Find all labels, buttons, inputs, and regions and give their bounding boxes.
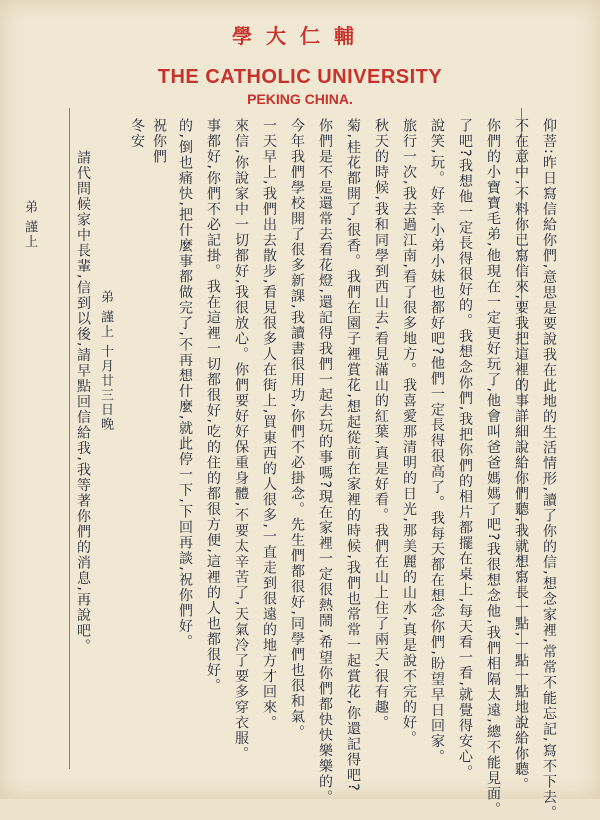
letter-column: 說笑,玩。好幸,小弟小妹也都好吧?他們一定長得很高了。我每天都在想念你們,盼望早日回家。 — [429, 118, 445, 765]
letter-column: 請代問候家中長輩,信到以後,請早點回信給我,我等著你們的消息,再說吧。 — [75, 150, 91, 655]
letterhead-location: PEKING CHINA. — [247, 91, 353, 107]
letter-column: 你們的小寶寶毛弟,他現在一定更好玩了,他會叫爸爸媽媽了吧?我很想念他,我們相隔太遠,總不能見面。 — [485, 118, 501, 818]
letter-column: 仰菩:昨日寫信給你們,意思是要說我在此地的生活情形,讀了你的信,想念家裡,常常不能忘記,寫不下去。 — [541, 118, 557, 820]
letter-column: 了吧?我想他一定長得很好的。我想念你們,我把你們的相片都擺在桌上,每天看一看,就覺得安心。 — [457, 118, 473, 781]
letter-column: 你們是不是還常去看花燈,還記得我們一起去玩的事嗎?現在家裡一定很熱鬧,希望你們都快快樂樂的。 — [317, 118, 333, 806]
letter-column: 秋天的時候,我和同學到西山去,看見滿山的紅葉,真是好看。我們在山上住了兩天,很有趣。 — [373, 118, 389, 731]
letter-column: 來信,你說家中一切都好,我很放心。你們要好好保重身體,不要太辛苦了,天氣冷了要多穿衣服。 — [233, 118, 249, 762]
signature: 弟 謹上 — [22, 200, 37, 250]
letter-column: 菊,桂花都開了,很香。我們在園子裡賞花,想起從前在家裡的時候,我們也常常一起賞花,你還記得吧? — [345, 118, 361, 793]
letter-column: 弟 謹上 十月廿三日晚 — [98, 290, 113, 432]
letter-column: 的,倒也痛快,把什麼事都做完了,不再想什麼,就此停一下,下回再談,祝你們好。 — [177, 118, 193, 650]
letterhead-chinese-name: 學大仁輔 — [232, 24, 368, 48]
letterhead-english-name: THE CATHOLIC UNIVERSITY — [157, 66, 443, 88]
letter-column: 事都好,你們不必記掛。我在這裡一切都很好,吃的住的都很方便,這裡的人也都很好。 — [205, 118, 221, 694]
letter-column: 不在意中,不料你已寫信來,要我把這裡的事詳細說給你們聽,我就想寫長一點,一點一點地說給你聽。 — [513, 118, 529, 793]
left-margin-rule — [69, 108, 70, 769]
letter-column: 冬安 — [129, 118, 145, 149]
letter-column: 旅行一次,我去過江南,看了很多地方。我喜愛那清明的日光,那美麗的山水,真是說不完的好。 — [401, 118, 417, 747]
letter-column: 祝你們 — [151, 118, 167, 165]
letter-column: 今年我們學校開了很多新課,我讀書很用功,你們不必掛念。先生們都很好,同學們也很和氣。 — [289, 118, 305, 741]
letter-column: 一天早上,我們出去散步,看見很多人在街上,買東西的人很多,一直走到很遠的地方才回來。 — [261, 118, 277, 731]
